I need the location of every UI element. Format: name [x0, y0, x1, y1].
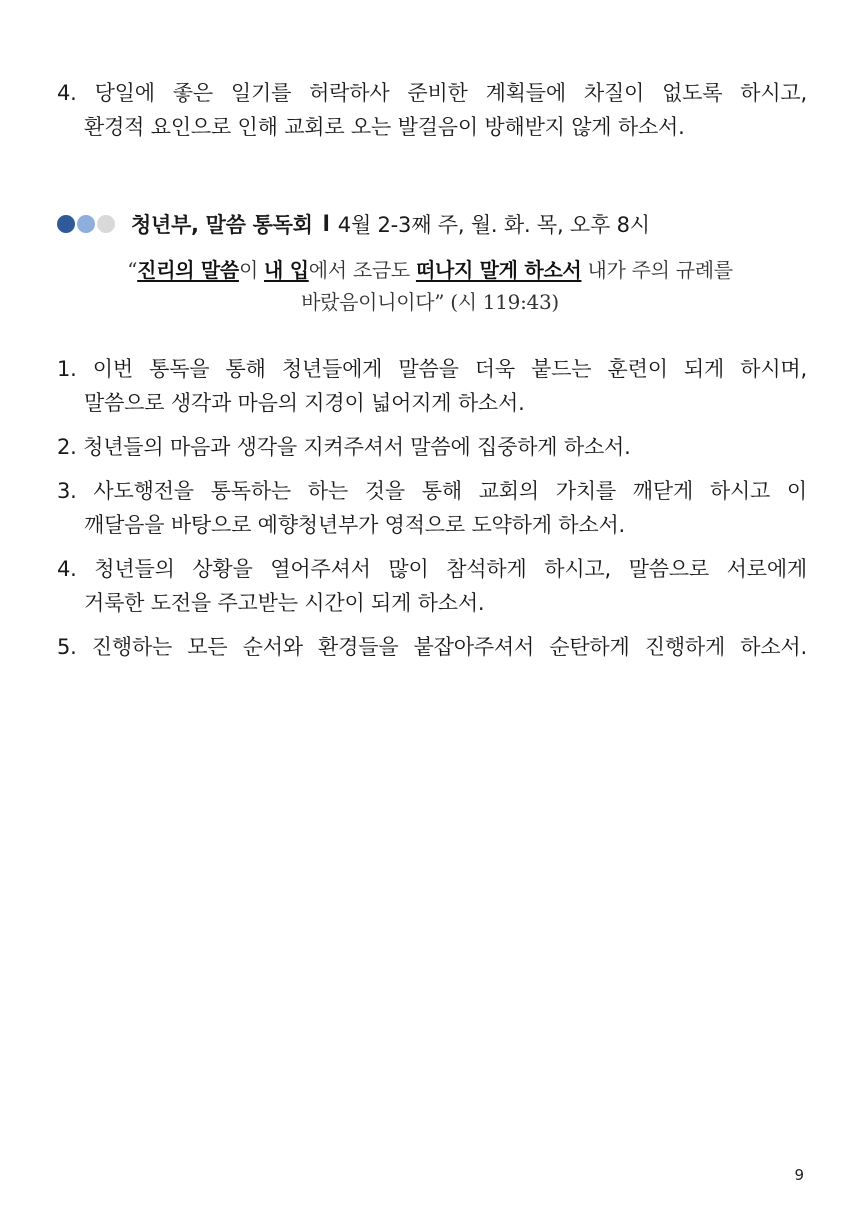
item-line: 5. 진행하는 모든 순서와 환경들을 붙잡아주셔서 순탄하게 진행하게 하소서. [57, 635, 807, 659]
verse-text: 내가 주의 규례를 [581, 258, 733, 282]
prayer-item-3 [57, 474, 807, 542]
scripture-verse [60, 254, 800, 318]
prayer-item-prev-4 [57, 76, 807, 144]
item-line: 환경적 요인으로 인해 교회로 오는 발걸음이 방해받지 않게 하소서. [84, 115, 685, 139]
dot-icon [97, 215, 115, 233]
section-heading [57, 206, 650, 242]
verse-emphasis: 진리의 말씀 [137, 258, 239, 282]
section-schedule: 4월 2-3째 주, 월. 화. 목, 오후 8시 [337, 213, 650, 237]
section-separator: l [322, 212, 330, 236]
bullet-dots-icon [57, 215, 117, 233]
item-line: 4. 당일에 좋은 일기를 허락하사 준비한 계획들에 차질이 없도록 하시고, [57, 81, 807, 105]
item-line: 2. 청년들의 마음과 생각을 지켜주셔서 말씀에 집중하게 하소서. [57, 435, 631, 459]
item-line: 거룩한 도전을 주고받는 시간이 되게 하소서. [84, 591, 485, 615]
verse-text: 이 [238, 258, 265, 282]
prayer-item-1 [57, 352, 807, 420]
prayer-item-4 [57, 552, 807, 620]
open-quote: “ [127, 258, 138, 282]
verse-text: 에서 조금도 [308, 258, 416, 282]
dot-icon [57, 215, 75, 233]
page-number: 9 [794, 1166, 804, 1184]
item-line: 4. 청년들의 상황을 열어주셔서 많이 참석하게 하시고, 말씀으로 서로에게 [57, 557, 807, 581]
section-title: 청년부, 말씀 통독회 [131, 213, 313, 237]
prayer-item-5 [57, 630, 807, 664]
dot-icon [77, 215, 95, 233]
item-line: 1. 이번 통독을 통해 청년들에게 말씀을 더욱 붙드는 훈련이 되게 하시며, [57, 357, 807, 381]
item-line: 깨달음을 바탕으로 예향청년부가 영적으로 도약하게 하소서. [84, 513, 625, 537]
verse-emphasis: 내 입 [264, 258, 309, 282]
verse-line-2: 바랐음이니이다” (시 119:43) [301, 290, 559, 314]
verse-emphasis: 떠나지 말게 하소서 [415, 258, 582, 282]
item-line: 3. 사도행전을 통독하는 하는 것을 통해 교회의 가치를 깨닫게 하시고 이 [57, 479, 807, 503]
verse-line-1 [60, 254, 800, 286]
item-line: 말씀으로 생각과 마음의 지경이 넓어지게 하소서. [84, 391, 525, 415]
prayer-item-2 [57, 430, 807, 464]
